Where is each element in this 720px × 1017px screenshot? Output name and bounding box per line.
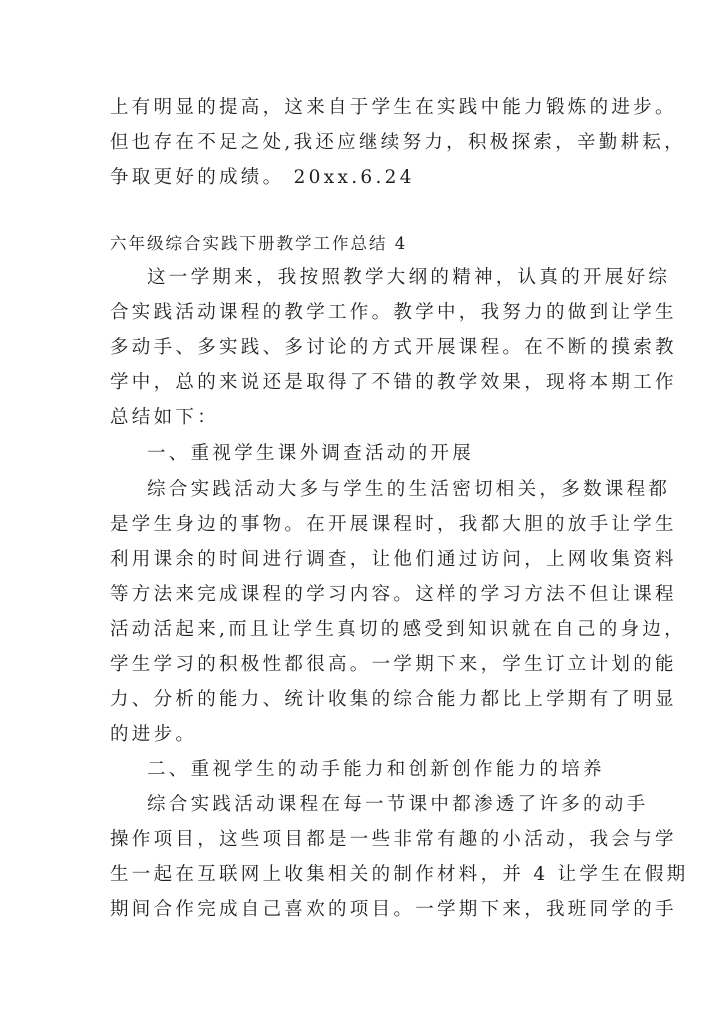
text-line: 期间合作完成自己喜欢的项目。一学期下来，我班同学的手 [110,899,677,920]
text-line: 操作项目，这些项目都是一些非常有趣的小活动，我会与学 [110,829,677,850]
text-line: 总结如下： [110,407,220,428]
heading-2: 二、重视学生的动手能力和创新创作能力的培养 [147,759,605,780]
text-line: 是学生身边的事物。在开展课程时，我都大胆的放手让学生 [110,514,677,535]
text-line: 生一起在互联网上收集相关的制作材料，并 4 让学生在假期 [110,864,689,885]
text-line: 学中，总的来说还是取得了不错的教学效果，现将本期工作 [110,372,677,393]
text-line: 的进步。 [110,724,198,745]
text-line: 利用课余的时间进行调查，让他们通过访问，上网收集资料 [110,549,677,570]
text-line: 但也存在不足之处,我还应继续努力，积极探索，辛勤耕耘， [110,132,686,153]
text-line: 上有明显的提高，这来自于学生在实践中能力锻炼的进步。 [110,97,677,118]
text-line: 学生学习的积极性都很高。一学期下来，学生订立计划的能 [110,654,677,675]
text-line: 力、分析的能力、统计收集的综合能力都比上学期有了明显 [110,689,677,710]
text-line: 活动活起来,而且让学生真切的感受到知识就在自己的身边， [110,619,686,640]
section-title: 六年级综合实践下册教学工作总结 4 [110,234,408,253]
text-line: 等方法来完成课程的学习内容。这样的学习方法不但让课程 [110,584,677,605]
text-line: 多动手、多实践、多讨论的方式开展课程。在不断的摸索教 [110,337,677,358]
text-line: 合实践活动课程的教学工作。教学中，我努力的做到让学生 [110,302,677,323]
text-line: 综合实践活动课程在每一节课中都渗透了许多的动手 [147,794,649,815]
text-line: 争取更好的成绩。 20xx.6.24 [110,167,415,188]
text-line: 综合实践活动大多与学生的生活密切相关，多数课程都 [147,479,671,500]
heading-1: 一、重视学生课外调查活动的开展 [147,443,475,464]
text-line: 这一学期来，我按照教学大纲的精神，认真的开展好综 [147,267,671,288]
